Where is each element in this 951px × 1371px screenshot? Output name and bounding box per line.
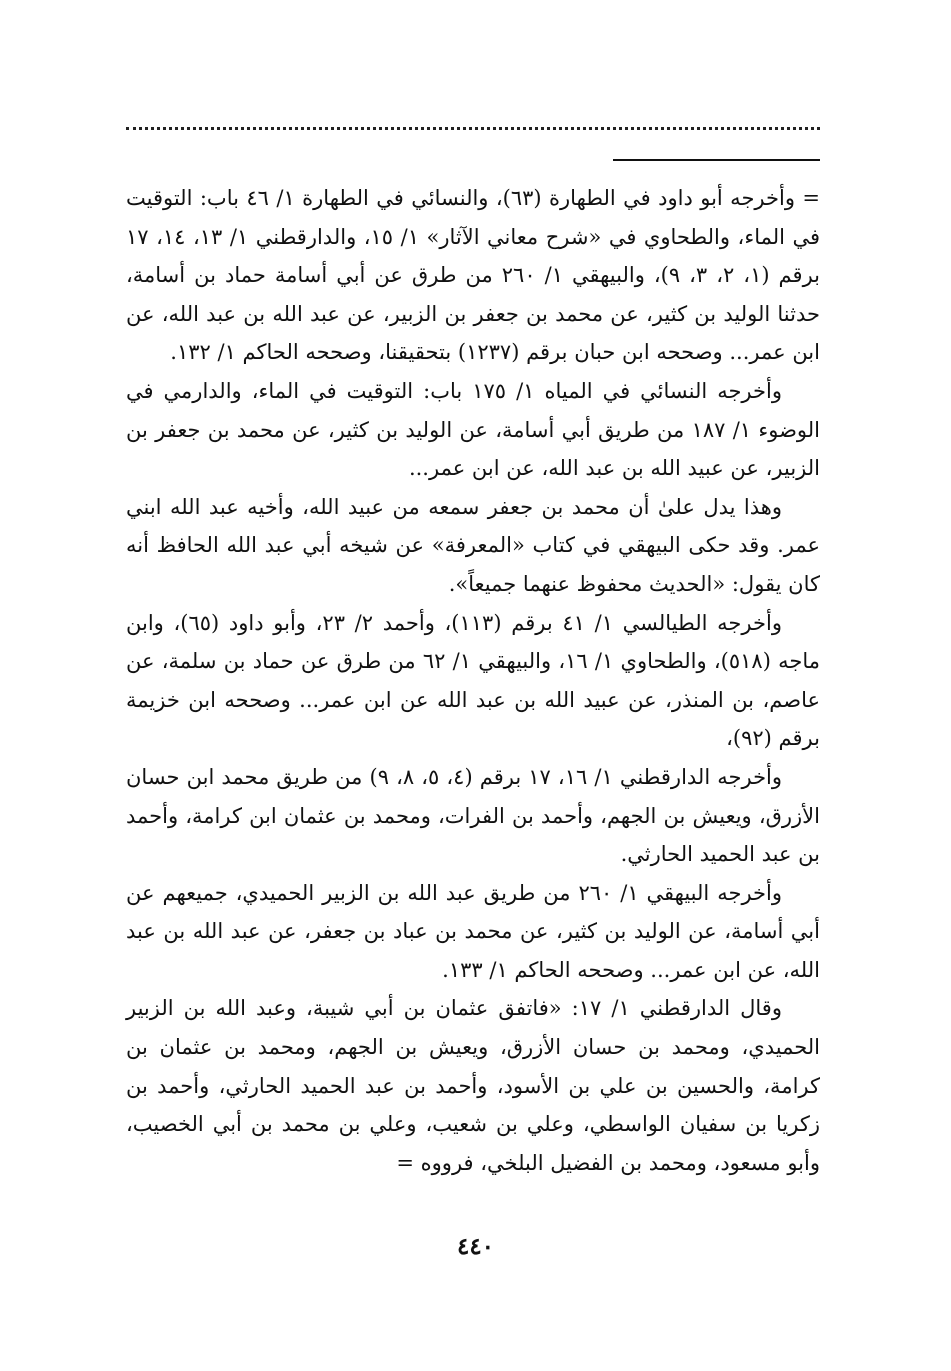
page-number: ٤٤٠ [456, 1233, 495, 1260]
footnote-paragraph: وهذا يدل علىٰ أن محمد بن جعفر سمعه من عبيد الله، وأخيه عبد الله ابني عمر. وقد حكى البيهقي في كتاب «المعرفة» عن شيخه أبي عبد الله الحافظ أنه كان يقول: «الحديث محفوظ عنهما جميعاً». [126, 494, 820, 596]
footnote-paragraph: وأخرجه الدارقطني ١/ ١٦، ١٧ برقم (٤، ٥، ٨، ٩) من طريق محمد ابن حسان الأزرق، ويعيش بن الجهم، وأحمد بن الفرات، ومحمد بن عثمان ابن كرامة، وأحمد بن عبد الحميد الحارثي. [126, 764, 820, 867]
footnote-paragraph: وأخرجه الطيالسي ١/ ٤١ برقم (١١٣)، وأحمد ٢/ ٢٣، وأبو داود (٦٥)، وابن ماجه (٥١٨)، والطحاوي ١/ ١٦، والبيهقي ١/ ٦٢ من طرق عن حماد بن سلمة، عن عاصم، بن المنذر، عن عبيد الله بن عبد الله عن ابن عمر... وصححه ابن خزيمة برقم (٩٢)، [126, 610, 820, 751]
footnote-paragraph: وقال الدارقطني ١/ ١٧: «فاتفق عثمان بن أبي شيبة، وعبد الله بن الزبير الحميدي، ومحمد بن حسان الأزرق، ويعيش بن الجهم، ومحمد بن عثمان بن كرامة، والحسين بن علي بن الأسود، وأحمد بن عبد الحميد الحارثي، وأحمد بن زكريا بن سفيان الواسطي، وعلي بن شعيب، وعلي بن محمد بن أبي الخصيب، وأبو مسعود، ومحمد بن الفضيل البلخي، فرووه = [126, 996, 820, 1175]
footnote-separator-rule [613, 159, 820, 161]
dotted-separator [126, 127, 820, 130]
footnote-paragraph: وأخرجه البيهقي ١/ ٢٦٠ من طريق عبد الله بن الزبير الحميدي، جميعهم عن أبي أسامة، عن الوليد بن كثير، عن محمد بن عباد بن جعفر، عن عبد الله بن عبد الله، عن ابن عمر... وصححه الحاكم ١/ ١٣٣. [126, 880, 820, 982]
footnote-paragraph: وأخرجه النسائي في المياه ١/ ١٧٥ باب: التوقيت في الماء، والدارمي في الوضوء ١/ ١٨٧ من طريق أبي أسامة، عن الوليد بن كثير، عن محمد بن جعفر بن الزبير، عن عبيد الله بن عبد الله، عن ابن عمر... [126, 378, 820, 481]
footnote-text-block [126, 179, 820, 1182]
footnote-paragraph: = وأخرجه أبو داود في الطهارة (٦٣)، والنسائي في الطهارة ١/ ٤٦ باب: التوقيت في الماء، والطحاوي في «شرح معاني الآثار» ١/ ١٥، والدارقطني ١/ ١٣، ١٤، ١٧ برقم (١، ٢، ٣، ٩)، والبيهقي ١/ ٢٦٠ من طرق عن أبي أسامة حماد بن أسامة، حدثنا الوليد بن كثير، عن محمد بن جعفر بن الزبير، عن عبد الله بن عبد الله، عن ابن عمر... وصححه ابن حبان برقم (١٢٣٧) بتحقيقنا، وصححه الحاكم ١/ ١٣٢. [126, 186, 821, 365]
